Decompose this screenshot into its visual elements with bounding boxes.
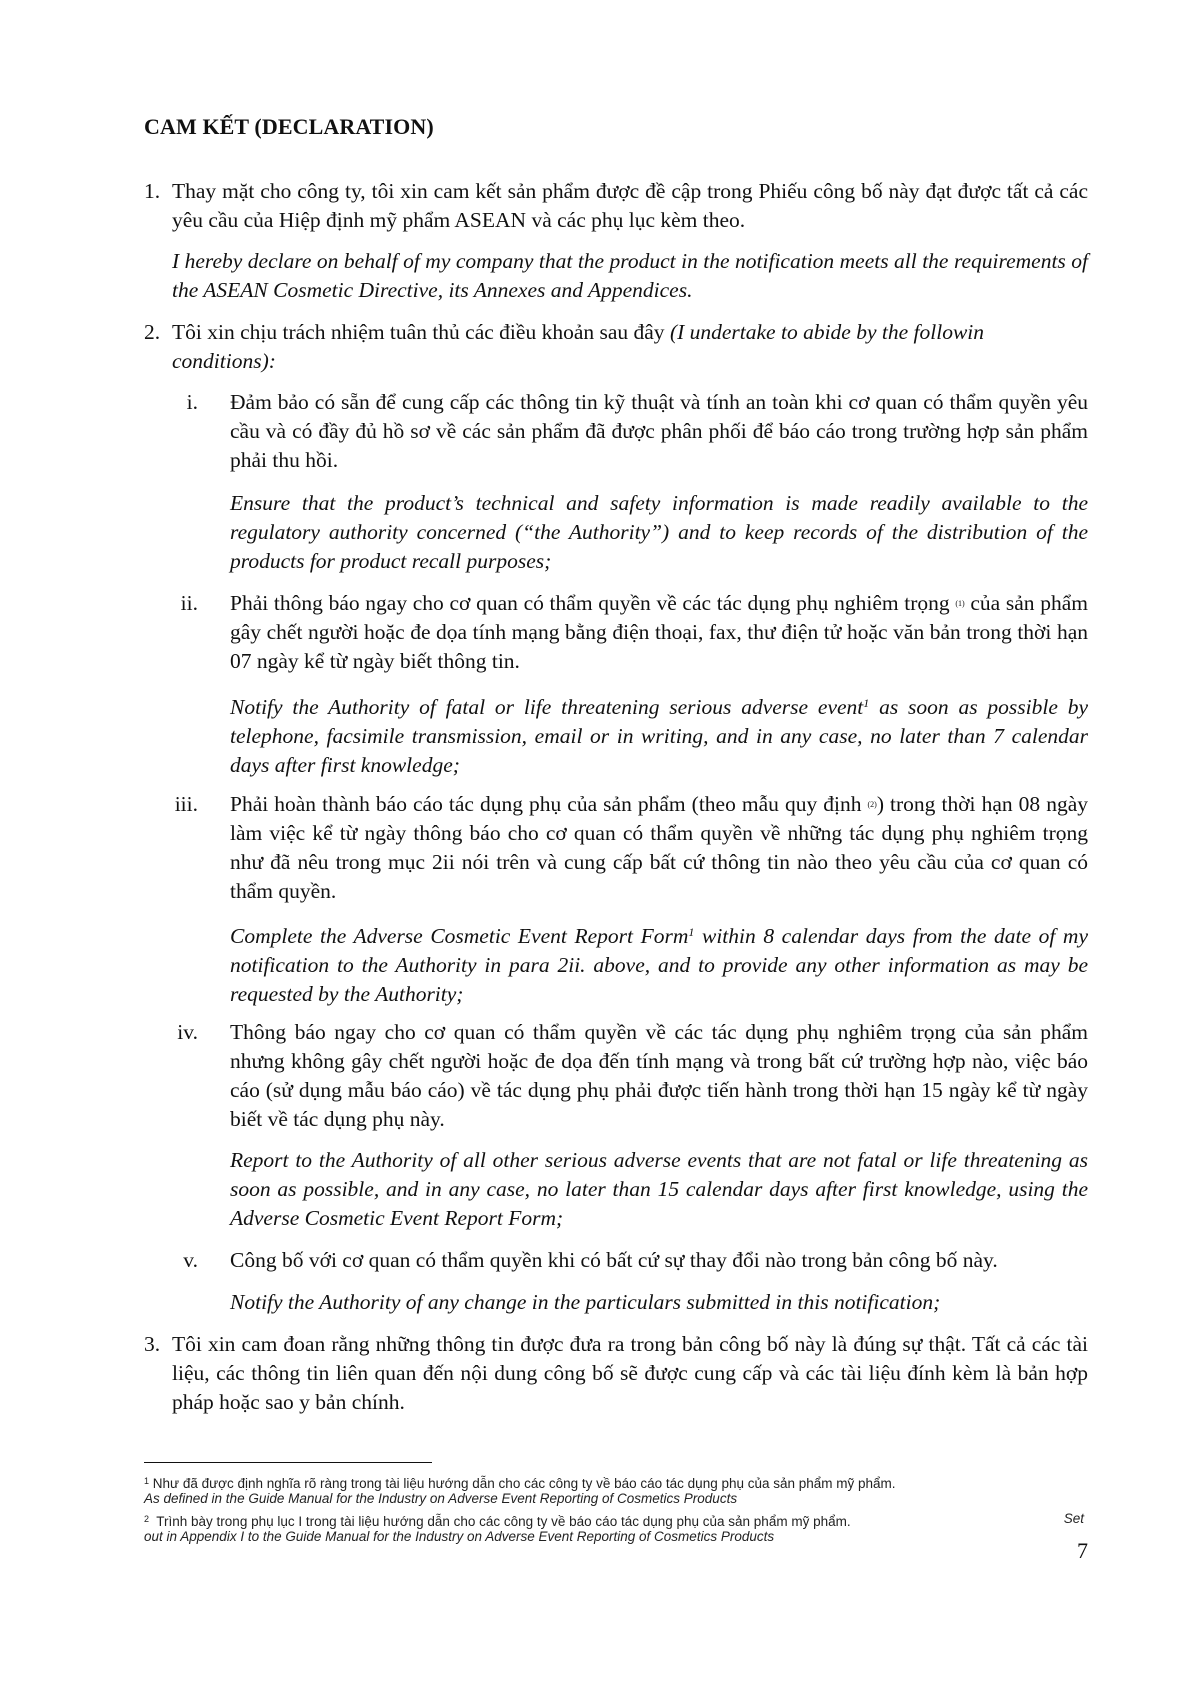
subitem-iv-vietnamese: Thông báo ngay cho cơ quan có thẩm quyền về các tác dụng phụ nghiêm trọng của sản phẩm nhưng không gây chết người hoặc đe dọa đến tính mạng và trong bất cứ trường hợp nào, việc báo cáo (sử dụng mẫu báo cáo) về tác dụng phụ phải được tiến hành trong thời hạn 15 ngày kể từ ngày biết về tác dụng phụ này.	[230, 1020, 1088, 1131]
item-3-vietnamese: Tôi xin cam đoan rằng những thông tin được đưa ra trong bản công bố này là đúng sự thật. Tất cả các tài liệu, các thông tin liên quan đến nội dung công bố sẽ được cung cấp và các tài liệu đính kèm là bản hợp pháp hoặc sao y bản chính.	[172, 1332, 1088, 1414]
footnote-ref: 1	[688, 925, 695, 939]
item-number: 2.	[144, 320, 161, 344]
item-1-english: I hereby declare on behalf of my company that the product in the notification meets all the requirements of the ASEAN Cosmetic Directive, its Annexes and Appendices.	[172, 249, 1088, 302]
subitem-v-english: Notify the Authority of any change in the particulars submitted in this notification;	[230, 1290, 941, 1314]
subitem-iv-english: Report to the Authority of all other serious adverse events that are not fatal or life threatening as soon as possible, and in any case, no later than 15 calendar days after first knowledge, using the Adverse Cosmetic Event Report Form;	[230, 1148, 1088, 1230]
item-number: 1.	[144, 179, 161, 203]
footnote-2-vietnamese: $^2$ Trình bày trong phụ lục I trong tài liệu hướng dẫn cho các công ty về báo cáo tác dụng phụ của sản phẩm mỹ phẩm. Set	[144, 1511, 1084, 1529]
footnote-2-english: out in Appendix I to the Guide Manual for the Industry on Adverse Event Reporting of Cosmetics Products	[144, 1529, 775, 1544]
subitem-i-english: Ensure that the product’s technical and safety information is made readily available to the regulatory authority concerned (“the Authority”) and to keep records of the distribution of the products for product recall purposes;	[230, 491, 1088, 573]
subitem-number: iv.	[177, 1020, 198, 1044]
footnote-1-english: As defined in the Guide Manual for the Industry on Adverse Event Reporting of Cosmetics Products	[144, 1491, 738, 1506]
subitem-i-vietnamese: Đảm bảo có sẵn để cung cấp các thông tin kỹ thuật và tính an toàn khi cơ quan có thẩm quyền yêu cầu và có đầy đủ hồ sơ về các sản phẩm đã được phân phối để báo cáo trong trường hợp sản phẩm phải thu hồi.	[230, 390, 1088, 472]
item-number: 3.	[144, 1332, 161, 1356]
footnote-ref: (1)	[955, 599, 965, 608]
page-number: 7	[1077, 1538, 1088, 1563]
subitem-ii-vietnamese: Phải thông báo ngay cho cơ quan có thẩm quyền về các tác dụng phụ nghiêm trọng $^{(1)}$ của sản phẩm gây chết người hoặc đe dọa tính mạng bằng điện thoại, fax, thư điện tử hoặc văn bản trong thời hạn 07 ngày kể từ ngày biết thông tin.	[230, 591, 1088, 673]
footnote-1-vietnamese: $^1$ Như đã được định nghĩa rõ ràng trong tài liệu hướng dẫn cho các công ty về báo cáo tác dụng phụ của sản phẩm mỹ phẩm.	[144, 1476, 896, 1491]
footnote-ref: (2)	[867, 800, 877, 809]
subitem-iii-vietnamese: Phải hoàn thành báo cáo tác dụng phụ của sản phẩm (theo mẫu quy định $^{(2)}$) trong thời hạn 08 ngày làm việc kể từ ngày thông báo cho cơ quan có thẩm quyền về những tác dụng phụ nghiêm trọng như đã nêu trong mục 2ii nói trên và cung cấp bất cứ thông tin nào theo yêu cầu của cơ quan có thẩm quyền.	[230, 792, 1088, 903]
subitem-ii-english: Notify the Authority of fatal or life threatening serious adverse event$^1$ as soon as possible by telephone, facsimile transmission, email or in writing, and in any case, no later than 7 calendar days after first knowledge;	[230, 695, 1088, 777]
subitem-number: i.	[186, 390, 198, 414]
footnote-ref: 1	[863, 696, 870, 710]
footnote-divider	[144, 1462, 432, 1463]
item-2-text	[172, 318, 1088, 376]
subitem-number: iii.	[174, 792, 198, 816]
subitem-number: ii.	[180, 591, 198, 615]
subitem-number: v.	[183, 1248, 198, 1272]
item-1-vietnamese: Thay mặt cho công ty, tôi xin cam kết sản phẩm được đề cập trong Phiếu công bố này đạt được tất cả các yêu cầu của Hiệp định mỹ phẩm ASEAN và các phụ lục kèm theo.	[172, 179, 1088, 232]
subitem-v-vietnamese: Công bố với cơ quan có thẩm quyền khi có bất cứ sự thay đổi nào trong bản công bố này.	[230, 1248, 998, 1272]
page-heading: CAM KẾT (DECLARATION)	[144, 114, 434, 139]
subitem-iii-english: Complete the Adverse Cosmetic Event Report Form$^1$ within 8 calendar days from the date of my notification to the Authority in para 2ii. above, and to provide any other information as may be requested by the Authority;	[230, 924, 1088, 1006]
item-2-vietnamese: Tôi xin chịu trách nhiệm tuân thủ các điều khoản sau đây	[172, 320, 670, 344]
item-2-english: (I undertake to abide by the followin conditions):	[172, 320, 985, 373]
